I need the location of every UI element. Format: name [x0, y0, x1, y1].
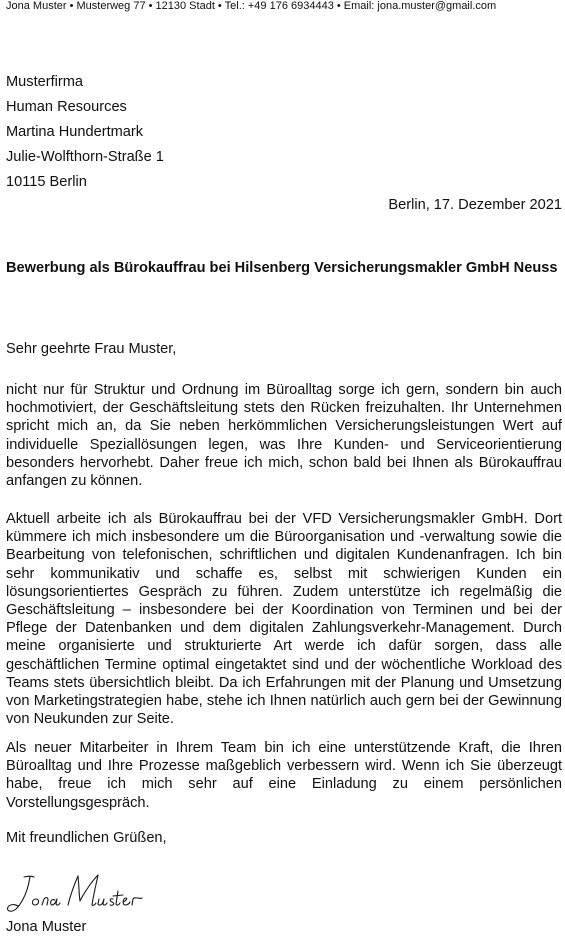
closing-phrase: Mit freundlichen Grüßen,: [6, 830, 167, 846]
handwritten-signature: [2, 867, 152, 917]
recipient-company: Musterfirma: [6, 74, 84, 90]
recipient-department: Human Resources: [6, 99, 127, 115]
body-paragraph-3: Als neuer Mitarbeiter in Ihrem Team bin ich eine unterstützende Kraft, die Ihren Büroalltag und Ihre Prozesse maßgeblich verbessern wird. Wenn ich Sie überzeugt habe, freue ich mich sehr auf eine Einladung zu einem persönlichen Vorstellungsgespräch.: [6, 740, 562, 811]
letter-date: Berlin, 17. Dezember 2021: [388, 197, 562, 213]
signer-name: Jona Muster: [6, 919, 87, 935]
recipient-street: Julie-Wolfthorn-Straße 1: [6, 149, 164, 165]
subject-line: Bewerbung als Bürokauffrau bei Hilsenberg Versicherungsmakler GmbH Neuss: [6, 260, 558, 276]
recipient-name: Martina Hundertmark: [6, 124, 144, 140]
body-paragraph-2: Aktuell arbeite ich als Bürokauffrau bei der VFD Versicherungsmakler GmbH. Dort kümmere ich mich insbesondere um die Büroorganisation und -verwaltung sowie die Bearbeitung von telefonischen, schriftlichen und digitalen Kundenanfragen. Ich bin sehr kommunikativ und schaffe es, selbst mit schwierigen Kunden ein lösungsorientiertes Gespräch zu führen. Zudem unterstütze ich regelmäßig die Geschäftsleitung – insbesondere bei der Koordination von Terminen und bei der Pflege der Datenbanken und dem digitalen Zahlungsverkehr-Management. Durch meine organisierte und strukturierte Art werde ich dafür sorgen, dass alle geschäftlichen Termine optimal eingetaktet sind und der wöchentliche Workload des Teams stets übersichtlich bleibt. Da ich Erfahrungen mit der Planung und Umsetzung von Marketingstrategien habe, stehe ich Ihnen natürlich auch gern bei der Gewinnung von Neukunden zur Seite.: [6, 511, 562, 728]
recipient-city: 10115 Berlin: [6, 174, 87, 190]
sender-address-line: Jona Muster • Musterweg 77 • 12130 Stadt • Tel.: +49 176 6934443 • Email: jona.muster@gmail.com: [6, 0, 497, 12]
recipient-address-block: [6, 70, 164, 195]
body-paragraph-1: nicht nur für Struktur und Ordnung im Büroalltag sorge ich gern, sondern bin auch hochmotiviert, der Geschäftsleitung stets den Rücken freizuhalten. Ihr Unternehmen spricht mich an, da Sie neben herkömmlichen Versicherungsleistungen Wert auf individuelle Speziallösungen legen, was Ihre Kunden- und Serviceorientierung besonders hervorhebt. Daher freue ich mich, schon bald bei Ihnen als Bürokauffrau anfangen zu können.: [6, 382, 562, 490]
salutation: Sehr geehrte Frau Muster,: [6, 341, 177, 357]
